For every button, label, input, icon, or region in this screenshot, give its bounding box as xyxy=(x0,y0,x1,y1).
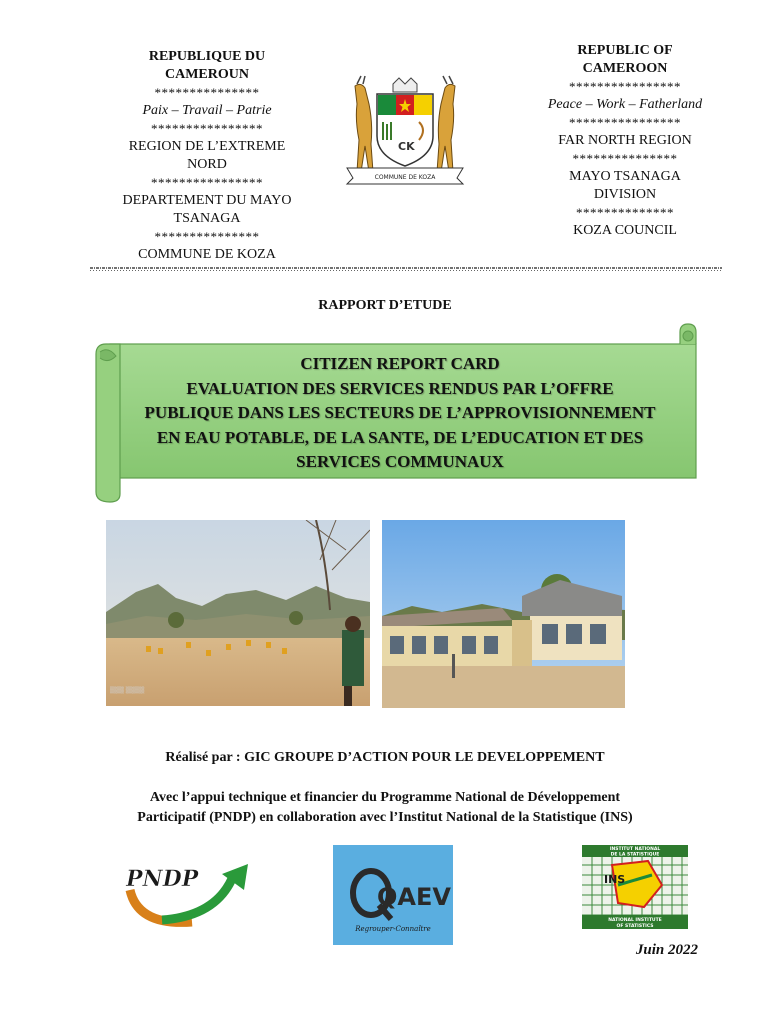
department-fr-line1: DEPARTEMENT DU MAYO xyxy=(122,193,292,208)
commune-fr: COMMUNE DE KOZA xyxy=(138,247,276,262)
region-fr-line2: NORD xyxy=(187,157,227,172)
header-left-column xyxy=(100,48,314,264)
pndp-logo xyxy=(122,850,254,928)
svg-text:▒▒▒ ▒▒▒▒: ▒▒▒ ▒▒▒▒ xyxy=(110,687,145,694)
council-en: KOZA COUNCIL xyxy=(573,223,677,238)
report-date: Juin 2022 xyxy=(635,942,698,958)
motto-en: Peace – Work – Fatherland xyxy=(547,97,703,112)
koza-coat-of-arms-icon xyxy=(343,74,467,186)
separator-stars: **************** xyxy=(151,175,263,190)
market-landscape-photo xyxy=(106,520,370,706)
republic-fr-line1: REPUBLIQUE DU xyxy=(148,49,266,64)
department-fr-line2: TSANAGA xyxy=(173,211,241,226)
separator-stars: ************** xyxy=(576,205,674,220)
support-text-line: Participatif (PNDP) en collaboration avec l’Institut National de la Statistique (INS) xyxy=(137,810,633,825)
division-en-line1: MAYO TSANAGA xyxy=(569,169,681,184)
report-title-line: SERVICES COMMUNAUX xyxy=(296,452,504,471)
ins-top-line2: DE LA STATISTIQUE xyxy=(610,852,660,858)
separator-stars: *************** xyxy=(154,85,260,100)
ins-logo-text: INS xyxy=(604,873,626,886)
ins-top-line1: INSTITUT NATIONAL xyxy=(609,847,661,852)
header-divider xyxy=(90,266,722,272)
qaev-tagline: Regrouper-Connaître xyxy=(355,925,431,933)
report-title-line: EVALUATION DES SERVICES RENDUS PAR L’OFFRE xyxy=(186,378,614,398)
realise-par-text: Réalisé par : GIC GROUPE D’ACTION POUR LE DEVELOPPEMENT xyxy=(165,750,605,765)
republic-en-line2: CAMEROON xyxy=(582,61,668,76)
region-en: FAR NORTH REGION xyxy=(558,133,692,148)
coat-initials: CK xyxy=(398,140,415,153)
separator-stars: **************** xyxy=(151,121,263,136)
separator-stars: *************** xyxy=(572,151,678,166)
coat-ribbon-text: COMMUNE DE KOZA xyxy=(374,174,436,181)
division-en-line2: DIVISION xyxy=(593,187,657,202)
region-fr-line1: REGION DE L’EXTREME xyxy=(128,139,286,154)
qaev-logo xyxy=(333,845,453,945)
ins-bottom-line1: NATIONAL INSTITUTE xyxy=(608,918,662,923)
council-building-photo xyxy=(382,520,625,708)
separator-stars: **************** xyxy=(569,79,681,94)
report-type-label: RAPPORT D’ETUDE xyxy=(318,298,452,313)
header-right-column xyxy=(525,42,725,240)
support-text xyxy=(0,788,770,828)
report-title xyxy=(120,352,680,475)
separator-stars: **************** xyxy=(569,115,681,130)
ins-logo xyxy=(582,845,688,929)
qaev-logo-text: QAEV xyxy=(377,883,451,911)
report-title-line: EN EAU POTABLE, DE LA SANTE, DE L’EDUCATION ET DES xyxy=(156,427,644,447)
report-title-line: PUBLIQUE DANS LES SECTEURS DE L’APPROVISIONNEMENT xyxy=(144,403,656,422)
republic-en-line1: REPUBLIC OF xyxy=(577,43,673,58)
report-title-line: CITIZEN REPORT CARD xyxy=(300,354,500,373)
support-text-line: Avec l’appui technique et financier du Programme National de Développement xyxy=(149,790,621,805)
republic-fr-line2: CAMEROUN xyxy=(165,67,249,82)
motto-fr: Paix – Travail – Patrie xyxy=(142,103,272,118)
separator-stars: *************** xyxy=(154,229,260,244)
ins-bottom-line2: OF STATISTICS xyxy=(616,924,654,929)
pndp-logo-text: PNDP xyxy=(126,866,199,892)
